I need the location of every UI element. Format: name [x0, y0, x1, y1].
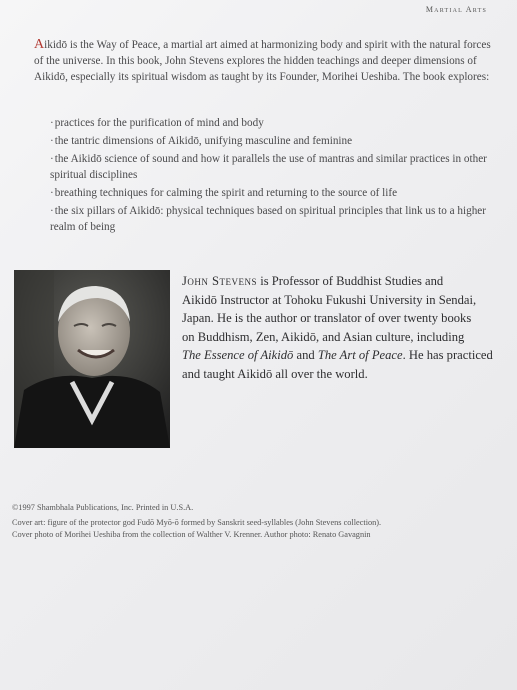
- bio-text: and: [293, 348, 318, 362]
- bio-text: . He has practiced: [402, 348, 493, 362]
- bio-text: and taught Aikidō all over the world.: [182, 366, 368, 381]
- list-item: · the tantric dimensions of Aikidō, unifying masculine and feminine: [50, 133, 505, 149]
- intro-text: ikidō is the Way of Peace, a martial art aimed at harmonizing body and spirit with the natural forces of the universe. In this book, John Stevens explores the hidden teachings and deeper dimensions of Aikidō, especially its spiritual wisdom as taught by its Founder, Morihei Ueshiba. The book explores:: [34, 39, 491, 83]
- list-item: · practices for the purification of mind and body: [50, 115, 505, 131]
- drop-cap: A: [34, 37, 45, 52]
- bio-text: Japan. He is the author or translator of over twenty books: [182, 311, 472, 325]
- author-portrait-image: [14, 270, 170, 448]
- cover-photo-credit: Cover photo of Morihei Ueshiba from the collection of Walther V. Krenner. Author photo: Renato Gavagnin: [12, 530, 371, 539]
- book-title: The Essence of Aikidō: [182, 348, 294, 362]
- intro-paragraph: [34, 37, 500, 85]
- cover-art-credit: Cover art: figure of the protector god Fudō Myō-ō formed by Sanskrit seed-syllables (John Stevens collection).: [12, 518, 382, 527]
- copyright-notice: ©1997 Shambhala Publications, Inc. Printed in U.S.A.: [12, 503, 194, 512]
- author-bio: [182, 272, 517, 383]
- bio-text: is Professor of Buddhist Studies and: [257, 274, 444, 288]
- book-title: The Art of Peace: [317, 348, 403, 362]
- bio-text: Aikidō Instructor at Tohoku Fukushi University in Sendai,: [182, 292, 477, 307]
- author-photo: [14, 270, 170, 448]
- cover-credits: [12, 517, 482, 541]
- feature-list: [50, 115, 505, 237]
- bio-text: on Buddhism, Zen, Aikidō, and Asian culture, including: [182, 329, 465, 344]
- category-label: Martial Arts: [425, 5, 487, 14]
- list-item: · the six pillars of Aikidō: physical techniques based on spiritual principles that link us to a higher realm of being: [50, 203, 505, 235]
- list-item: · the Aikidō science of sound and how it parallels the use of mantras and similar practices in other spiritual disciplines: [50, 151, 505, 183]
- author-name: John Stevens: [182, 274, 258, 288]
- list-item: · breathing techniques for calming the spirit and returning to the source of life: [50, 185, 505, 201]
